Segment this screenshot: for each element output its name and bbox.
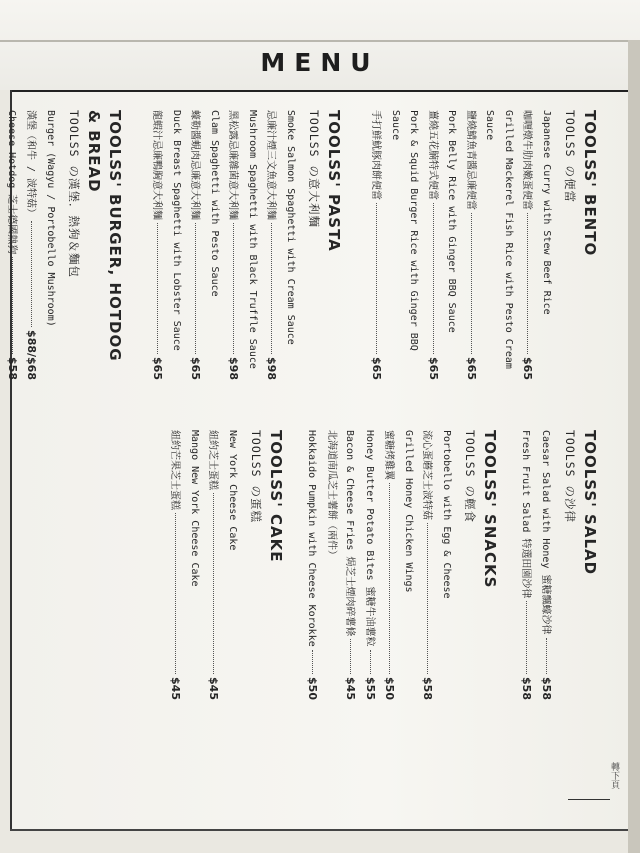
item-name: Portobello with Egg & Cheese	[441, 430, 452, 599]
menu-item-row	[536, 430, 556, 700]
menu-item	[165, 430, 203, 700]
menu-section	[366, 110, 600, 380]
dot-leader	[313, 650, 314, 674]
item-price: $58	[421, 677, 435, 700]
item-price: $45	[169, 677, 183, 700]
book-spine	[628, 40, 640, 853]
menu-section	[302, 430, 500, 700]
menu-item-row	[386, 110, 423, 380]
item-name: Cheese Hotdog 芝士德國熱狗	[6, 110, 17, 255]
menu-item-row	[379, 430, 399, 700]
dot-leader	[390, 483, 391, 674]
section-title: TOOLSS' PASTA	[325, 110, 343, 252]
menu-item	[2, 110, 22, 380]
menu-item-row	[205, 110, 224, 380]
frame-top-rule	[10, 90, 628, 92]
menu-item	[302, 430, 340, 700]
menu-item	[223, 110, 261, 380]
menu-item	[185, 110, 223, 380]
menu-item	[360, 430, 380, 700]
menu-section	[147, 110, 344, 380]
item-price: $50	[306, 677, 320, 700]
item-name: Smoke Salmon Spaghetti with Cream Sauce	[285, 110, 296, 345]
page-edge	[0, 40, 640, 42]
turn-page-note: 轉下頁	[609, 762, 619, 789]
menu-item	[516, 430, 536, 700]
menu-title: MENU	[260, 48, 380, 77]
item-price: $65	[189, 357, 203, 380]
dot-leader	[428, 523, 429, 674]
menu-item-row	[223, 110, 243, 380]
menu-item	[203, 430, 241, 700]
menu-item-row	[302, 430, 322, 700]
section-subtitle: TOOLSS の便當	[563, 110, 577, 203]
section-title: TOOLSS' BENTO	[581, 110, 599, 257]
item-name-secondary: 龍蝦汁忌廉鴨胸意大利麵	[151, 110, 163, 220]
menu-item-row	[366, 110, 386, 380]
menu-item-row	[185, 110, 205, 380]
menu-item-row	[165, 430, 185, 700]
item-name-secondary: 蠔勒醬蜆肉忌廉意大利麵	[189, 110, 201, 220]
menu-item-row	[537, 110, 556, 380]
section-title: TOOLSS' BURGER, HOTDOG & BREAD	[85, 110, 124, 362]
item-name-secondary: 流心蛋蘑芝士波特菇	[421, 430, 433, 520]
menu-section	[516, 430, 600, 700]
item-name: Mushroom Spaghetti with Black Truffle Sauce	[247, 110, 258, 369]
item-name: Duck Breast Spaghetti with Lobster Sauce	[171, 110, 182, 351]
menu-item-row	[360, 430, 380, 700]
menu-item	[261, 110, 299, 380]
dot-leader	[214, 493, 215, 674]
menu-item-row	[281, 110, 300, 380]
item-name-secondary: 紐約芒果芝士蛋糕	[169, 430, 181, 510]
right-column	[149, 430, 600, 700]
item-name: Fresh Fruit Salad 特選田園沙律	[520, 430, 532, 599]
item-name: Burger (Wagyu / Portobello Mushroom)	[45, 110, 56, 327]
section-title: TOOLSS' SALAD	[581, 430, 599, 576]
menu-item-row	[2, 110, 22, 380]
item-name-secondary: 蜜糖烤雞翼	[383, 430, 395, 480]
item-price: $58	[6, 357, 19, 380]
item-price: $88/$68	[25, 330, 39, 380]
item-name-secondary: Hokkaido Pumpkin with Cheese Korokke	[306, 430, 318, 647]
item-name-secondary: 黑松露忌廉雜菌意大利麵	[227, 110, 239, 220]
item-name: Pork & Squid Burger Rice with Ginger BBQ Sauce	[390, 110, 420, 351]
dot-leader	[528, 213, 529, 354]
item-name: Mango New York Cheese Cake	[189, 430, 200, 587]
menu-item	[379, 430, 417, 700]
item-price: $45	[207, 677, 221, 700]
item-price: $65	[427, 357, 440, 380]
dot-leader	[471, 213, 472, 354]
menu-item	[340, 430, 360, 700]
menu-item	[517, 110, 555, 380]
menu-item-row	[461, 110, 481, 380]
section-subtitle: TOOLSS の蛋糕	[249, 430, 263, 523]
dot-leader	[433, 203, 434, 354]
menu-item	[536, 430, 556, 700]
item-price: $58	[520, 677, 534, 700]
dot-leader	[546, 638, 547, 675]
item-price: $65	[521, 357, 535, 380]
dot-leader	[158, 223, 159, 354]
item-price: $45	[344, 677, 358, 700]
item-name-secondary: 手打鮮魷豚肉餅便當	[370, 110, 382, 200]
item-name: New York Cheese Cake	[227, 430, 238, 551]
dot-leader	[377, 203, 378, 354]
menu-item-row	[322, 430, 341, 700]
menu-item-row	[261, 110, 281, 380]
frame-bottom-rule	[10, 829, 628, 831]
item-price: $65	[465, 357, 478, 380]
menu-item-row	[203, 430, 223, 700]
section-title: TOOLSS' CAKE	[267, 430, 285, 563]
section-subtitle: TOOLSS の意大利麵	[307, 110, 321, 228]
item-name: Honey Butter Potato Bites 蜜糖牛油薯粒	[364, 430, 375, 647]
menu-item-row	[185, 430, 204, 700]
item-price: $58	[540, 677, 553, 700]
section-subtitle: TOOLSS の沙律	[563, 430, 577, 523]
menu-content	[6, 110, 600, 812]
menu-item	[366, 110, 423, 380]
section-title: TOOLSS' SNACKS	[481, 430, 499, 589]
dot-leader	[370, 650, 371, 674]
menu-item-row	[423, 110, 443, 380]
item-price: $55	[364, 677, 377, 700]
menu-item-row	[21, 110, 41, 380]
item-name: Grilled Honey Chicken Wings	[403, 430, 414, 593]
dot-leader	[351, 639, 352, 674]
menu-item-row	[147, 110, 167, 380]
menu-item-row	[442, 110, 461, 380]
item-name: Grilled Mackerel Fish Rice with Pesto Cream Sauce	[484, 110, 514, 369]
menu-item-row	[399, 430, 418, 700]
left-column	[0, 110, 600, 380]
dot-leader	[32, 221, 33, 327]
menu-item	[21, 110, 59, 380]
dot-leader	[527, 601, 528, 674]
menu-item	[147, 110, 185, 380]
dot-leader	[176, 513, 177, 674]
item-price: $98	[265, 357, 279, 380]
menu-item-row	[516, 430, 536, 700]
menu-item-row	[243, 110, 262, 380]
dot-leader	[12, 257, 13, 354]
item-price: $50	[383, 677, 397, 700]
item-name: Clam Spaghetti with Pesto Sauce	[209, 110, 220, 297]
item-price: $65	[370, 357, 384, 380]
item-name: Japanese Curry with Stew Beef Rice	[541, 110, 552, 315]
menu-item	[461, 110, 518, 380]
dot-leader	[234, 223, 235, 354]
turn-page-rule	[568, 799, 610, 800]
menu-item	[417, 430, 455, 700]
item-name-secondary: 漢堡（和牛 / 波特菇）	[25, 110, 37, 219]
item-name: Pork Belly Rice with Ginger BBQ Sauce	[446, 110, 458, 333]
item-price: $65	[151, 357, 165, 380]
item-name: 北海道南瓜芝士薯餅（兩件）	[326, 430, 337, 560]
menu-item-row	[480, 110, 517, 380]
section-subtitle: TOOLSS の輕食	[463, 430, 477, 523]
menu-item	[423, 110, 461, 380]
dot-leader	[272, 223, 273, 354]
item-name: Caesar Salad with Honey 蜜糖飄蠔沙律	[540, 430, 551, 635]
dot-leader	[196, 223, 197, 354]
menu-item-row	[417, 430, 437, 700]
section-subtitle: TOOLSS の漢堡．熱狗＆麵包	[67, 110, 81, 278]
menu-section	[2, 110, 126, 380]
menu-item-row	[517, 110, 537, 380]
menu-item-row	[167, 110, 186, 380]
item-name: Bacon & Cheese Fries 焗芝士煙肉碎薯條	[344, 430, 356, 637]
menu-item-row	[223, 430, 242, 700]
item-price: $98	[227, 357, 241, 380]
item-name-secondary: 忌廉汁煙三文魚意大利麵	[265, 110, 277, 220]
item-name-secondary: 紐約芝士蛋糕	[207, 430, 219, 490]
item-name-secondary: 鹽燒鯖魚青醬忌廉便當	[465, 110, 476, 210]
item-name-secondary: 薑燒五花腩特式便當	[427, 110, 438, 200]
menu-item-row	[437, 430, 456, 700]
item-name-secondary: 咖喱燉牛肋肉嫩蛋便當	[521, 110, 533, 210]
menu-item-row	[41, 110, 60, 380]
menu-section	[165, 430, 286, 700]
menu-item-row	[340, 430, 360, 700]
